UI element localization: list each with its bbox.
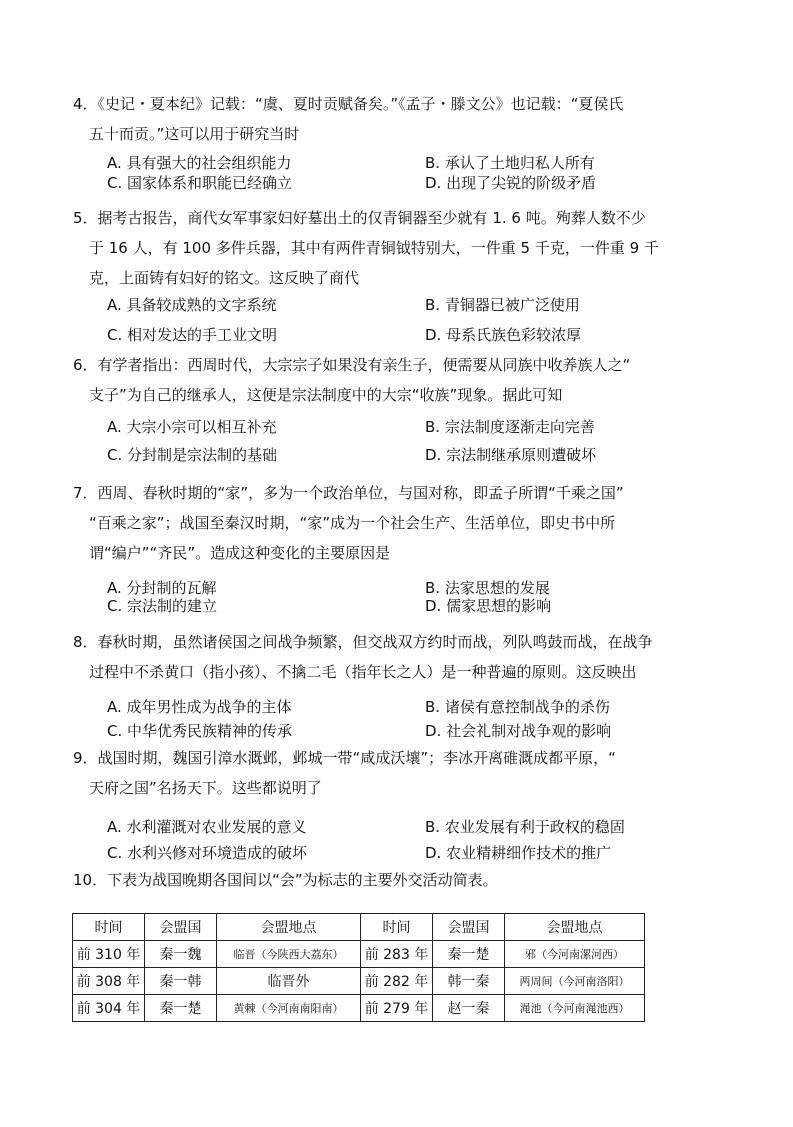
- option-d[interactable]: D. 母系氏族色彩较浓厚: [425, 326, 582, 344]
- option-a[interactable]: A. 具有强大的社会组织能力: [107, 154, 292, 172]
- table-header: 会盟国: [433, 914, 505, 941]
- option-d[interactable]: D. 出现了尖锐的阶级矛盾: [425, 174, 597, 192]
- option-b[interactable]: B. 法家思想的发展: [425, 579, 550, 597]
- option-c[interactable]: C. 中华优秀民族精神的传承: [107, 722, 293, 740]
- table-cell: 秦一魏: [145, 941, 217, 968]
- table-row: [73, 995, 645, 1022]
- table-cell: 前 308 年: [73, 968, 145, 995]
- option-b[interactable]: B. 青铜器已被广泛使用: [425, 296, 580, 314]
- table-cell: 渑池（今河南渑池西）: [505, 995, 645, 1022]
- option-a[interactable]: A. 分封制的瓦解: [107, 579, 217, 597]
- question-stem-line: 于 16 人，有 100 多件兵器，其中有两件青铜钺特别大，一件重 5 千克，一件重 9 千: [89, 239, 659, 257]
- question-5: [73, 203, 733, 293]
- table-cell: 秦一楚: [433, 941, 505, 968]
- question-number: 6．: [73, 356, 98, 374]
- question-stem-line: 战国时期，魏国引漳水溉邺，邺城一带“咸成沃壤”；李冰开离碓溉成都平原，“: [97, 749, 616, 767]
- table-cell: 两周间（今河南洛阳）: [505, 968, 645, 995]
- option-b[interactable]: B. 农业发展有利于政权的稳固: [425, 818, 625, 836]
- question-stem-line: 下表为战国晚期各国间以“会”为标志的主要外交活动简表。: [107, 871, 498, 889]
- question-stem-line: 《史记・夏本纪》记载：“虞、夏时贡赋备矣。”《孟子・滕文公》也记载：“夏侯氏: [97, 95, 624, 113]
- table-cell: 前 304 年: [73, 995, 145, 1022]
- question-stem-line: 过程中不杀黄口（指小孩）、不擒二毛（指年长之人）是一种普遍的原则。这反映出: [89, 663, 637, 681]
- question-9: [73, 743, 733, 803]
- question-8: [73, 627, 733, 687]
- table-header: 会盟国: [145, 914, 217, 941]
- table-cell: 韩一秦: [433, 968, 505, 995]
- option-a[interactable]: A. 成年男性成为战争的主体: [107, 698, 292, 716]
- question-stem-line: 天府之国”名扬天下。这些都说明了: [89, 779, 322, 797]
- option-a[interactable]: A. 具备较成熟的文字系统: [107, 296, 277, 314]
- table-header: 时间: [361, 914, 433, 941]
- table-cell: 秦一楚: [145, 995, 217, 1022]
- option-c[interactable]: C. 分封制是宗法制的基础: [107, 446, 278, 464]
- table-cell: 邪（今河南漯河西）: [505, 941, 645, 968]
- table-header-row: [73, 914, 645, 941]
- question-stem-line: “百乘之家”；战国至秦汉时期，“家”成为一个社会生产、生活单位，即史书中所: [89, 514, 616, 532]
- option-d[interactable]: D. 社会礼制对战争观的影响: [425, 722, 612, 740]
- diplomacy-table: [72, 913, 645, 1022]
- question-number: 8．: [73, 633, 98, 651]
- table-row: [73, 968, 645, 995]
- option-d[interactable]: D. 儒家思想的影响: [425, 597, 552, 615]
- option-a[interactable]: A. 大宗小宗可以相互补充: [107, 418, 277, 436]
- option-b[interactable]: B. 诸侯有意控制战争的杀伤: [425, 698, 610, 716]
- table-row: [73, 941, 645, 968]
- question-number: 5．: [73, 209, 98, 227]
- table-cell: 前 282 年: [361, 968, 433, 995]
- question-6: [73, 350, 733, 410]
- table-cell: 赵一秦: [433, 995, 505, 1022]
- table-header: 时间: [73, 914, 145, 941]
- question-stem-line: 支子”为自己的继承人，这便是宗法制度中的大宗“收族”现象。据此可知: [89, 386, 563, 404]
- table-cell: 前 283 年: [361, 941, 433, 968]
- table-header: 会盟地点: [505, 914, 645, 941]
- question-stem-line: 有学者指出：西周时代，大宗宗子如果没有亲生子，便需要从同族中收养族人之“: [97, 356, 631, 374]
- question-number: 4．: [73, 95, 98, 113]
- question-7: [73, 478, 733, 568]
- option-c[interactable]: C. 水利兴修对环境造成的破坏: [107, 844, 308, 862]
- option-d[interactable]: D. 宗法制继承原则遭破坏: [425, 446, 597, 464]
- table-cell: 临晋外: [217, 968, 361, 995]
- option-a[interactable]: A. 水利灌溉对农业发展的意义: [107, 818, 307, 836]
- question-number: 9．: [73, 749, 98, 767]
- option-d[interactable]: D. 农业精耕细作技术的推广: [425, 844, 612, 862]
- option-c[interactable]: C. 宗法制的建立: [107, 597, 218, 615]
- question-4: [73, 89, 733, 149]
- table-cell: 前 279 年: [361, 995, 433, 1022]
- option-b[interactable]: B. 宗法制度逐渐走向完善: [425, 418, 595, 436]
- table-cell: 黄棘（今河南南阳南）: [217, 995, 361, 1022]
- question-stem-line: 五十而贡。”这可以用于研究当时: [89, 125, 300, 143]
- question-stem-line: 西周、春秋时期的“家”，多为一个政治单位，与国对称，即孟子所谓“千乘之国”: [97, 484, 624, 502]
- option-c[interactable]: C. 相对发达的手工业文明: [107, 326, 278, 344]
- option-b[interactable]: B. 承认了土地归私人所有: [425, 154, 595, 172]
- question-number: 7．: [73, 484, 98, 502]
- question-stem-line: 春秋时期，虽然诸侯国之间战争频繁，但交战双方约时而战，列队鸣鼓而战，在战争: [97, 633, 653, 651]
- question-stem-line: 克，上面铸有妇好的铭文。这反映了商代: [89, 269, 360, 287]
- question-10: [73, 865, 733, 895]
- table-cell: 前 310 年: [73, 941, 145, 968]
- table-cell: 临晋（今陕西大荔东）: [217, 941, 361, 968]
- question-number: 10．: [73, 871, 108, 889]
- question-stem-line: 据考古报告，商代女军事家妇好墓出土的仅青铜器至少就有 1. 6 吨。殉葬人数不少: [97, 209, 646, 227]
- table-header: 会盟地点: [217, 914, 361, 941]
- table-cell: 秦一韩: [145, 968, 217, 995]
- option-c[interactable]: C. 国家体系和职能已经确立: [107, 174, 293, 192]
- question-stem-line: 谓“编户”“齐民”。造成这种变化的主要原因是: [89, 544, 391, 562]
